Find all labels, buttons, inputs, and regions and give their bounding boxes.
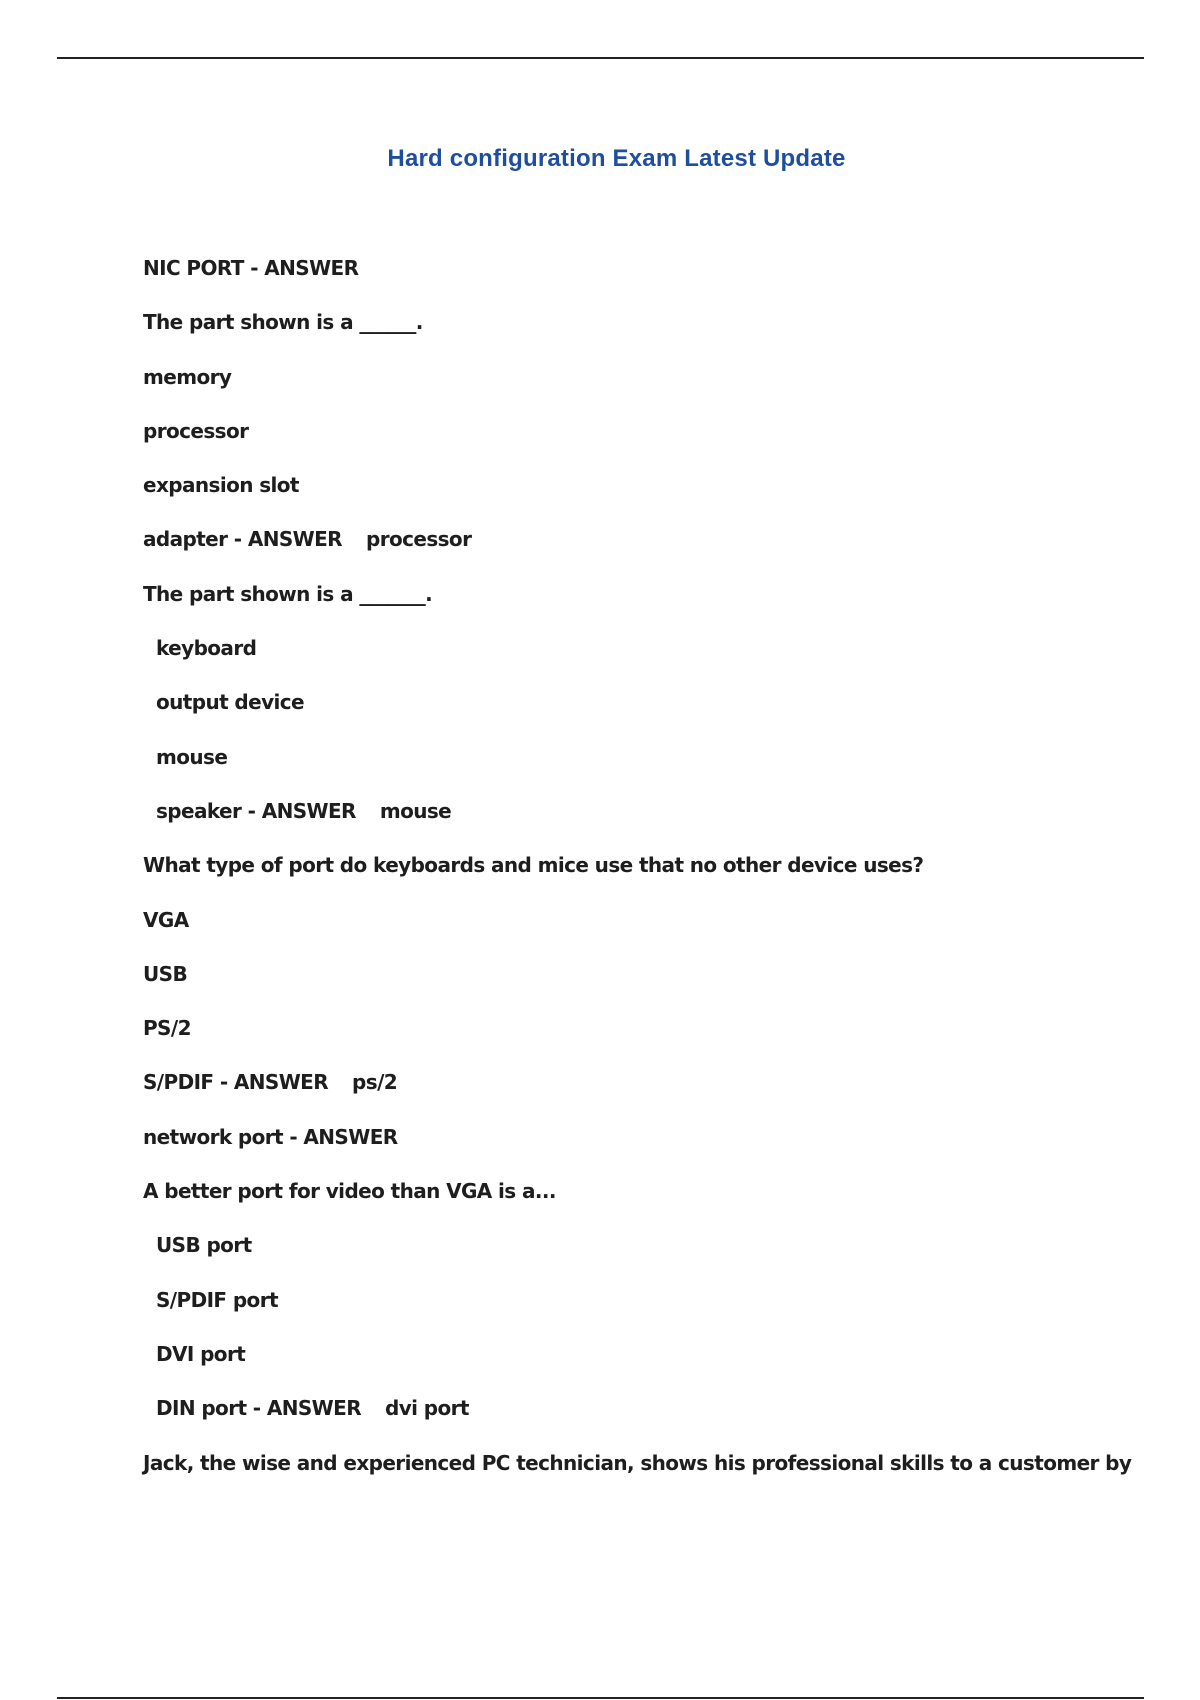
line-text: The part shown is a _______. [143, 581, 433, 606]
answer-value: processor [365, 527, 472, 552]
line-text: processor [143, 418, 249, 443]
text-line [143, 742, 1143, 796]
answer-value: ps/2 [352, 1070, 398, 1095]
line-text: S/PDIF - ANSWER [143, 1070, 329, 1095]
line-text: DVI port [156, 1341, 246, 1366]
text-line [143, 959, 1143, 1013]
answer-line [143, 1393, 1143, 1447]
line-text: PS/2 [143, 1016, 191, 1041]
answer-line [143, 524, 1143, 578]
text-line [143, 416, 1143, 470]
line-text: A better port for video than VGA is a... [143, 1179, 556, 1204]
header-rule [57, 57, 1144, 59]
line-text: Jack, the wise and experienced PC technician, shows his professional skills to a customer by [143, 1450, 1132, 1475]
answer-line [143, 1067, 1143, 1121]
text-line [143, 1285, 1143, 1339]
text-line [143, 579, 1143, 633]
line-text: S/PDIF port [156, 1287, 278, 1312]
line-text: network port - ANSWER [143, 1124, 398, 1149]
line-text: speaker - ANSWER [156, 798, 356, 823]
line-text: adapter - ANSWER [143, 527, 342, 552]
text-line [143, 633, 1143, 687]
line-text: What type of port do keyboards and mice use that no other device uses? [143, 853, 924, 878]
line-text: VGA [143, 907, 189, 932]
text-line [143, 253, 1143, 307]
text-line [143, 905, 1143, 959]
document-body [143, 253, 1143, 1502]
line-text: DIN port - ANSWER [156, 1396, 361, 1421]
text-line [143, 1013, 1143, 1067]
text-line [143, 1339, 1143, 1393]
text-line [143, 470, 1143, 524]
text-line [143, 1230, 1143, 1284]
text-line [143, 850, 1143, 904]
text-line [143, 1448, 1143, 1502]
line-text: USB [143, 961, 188, 986]
answer-line [143, 796, 1143, 850]
text-line [143, 1122, 1143, 1176]
answer-value: dvi port [385, 1396, 469, 1421]
line-text: USB port [156, 1233, 252, 1258]
line-text: NIC PORT - ANSWER [143, 256, 359, 280]
document-title: Hard configuration Exam Latest Update [387, 145, 846, 172]
text-line [143, 687, 1143, 741]
text-line [143, 362, 1143, 416]
text-line [143, 1176, 1143, 1230]
text-line [143, 307, 1143, 361]
line-text: memory [143, 364, 232, 389]
line-text: output device [156, 690, 305, 715]
answer-value: mouse [379, 798, 452, 823]
footer-rule [57, 1697, 1144, 1699]
line-text: mouse [156, 744, 228, 769]
line-text: The part shown is a ______. [143, 310, 423, 335]
line-text: keyboard [156, 636, 257, 661]
line-text: expansion slot [143, 473, 299, 498]
